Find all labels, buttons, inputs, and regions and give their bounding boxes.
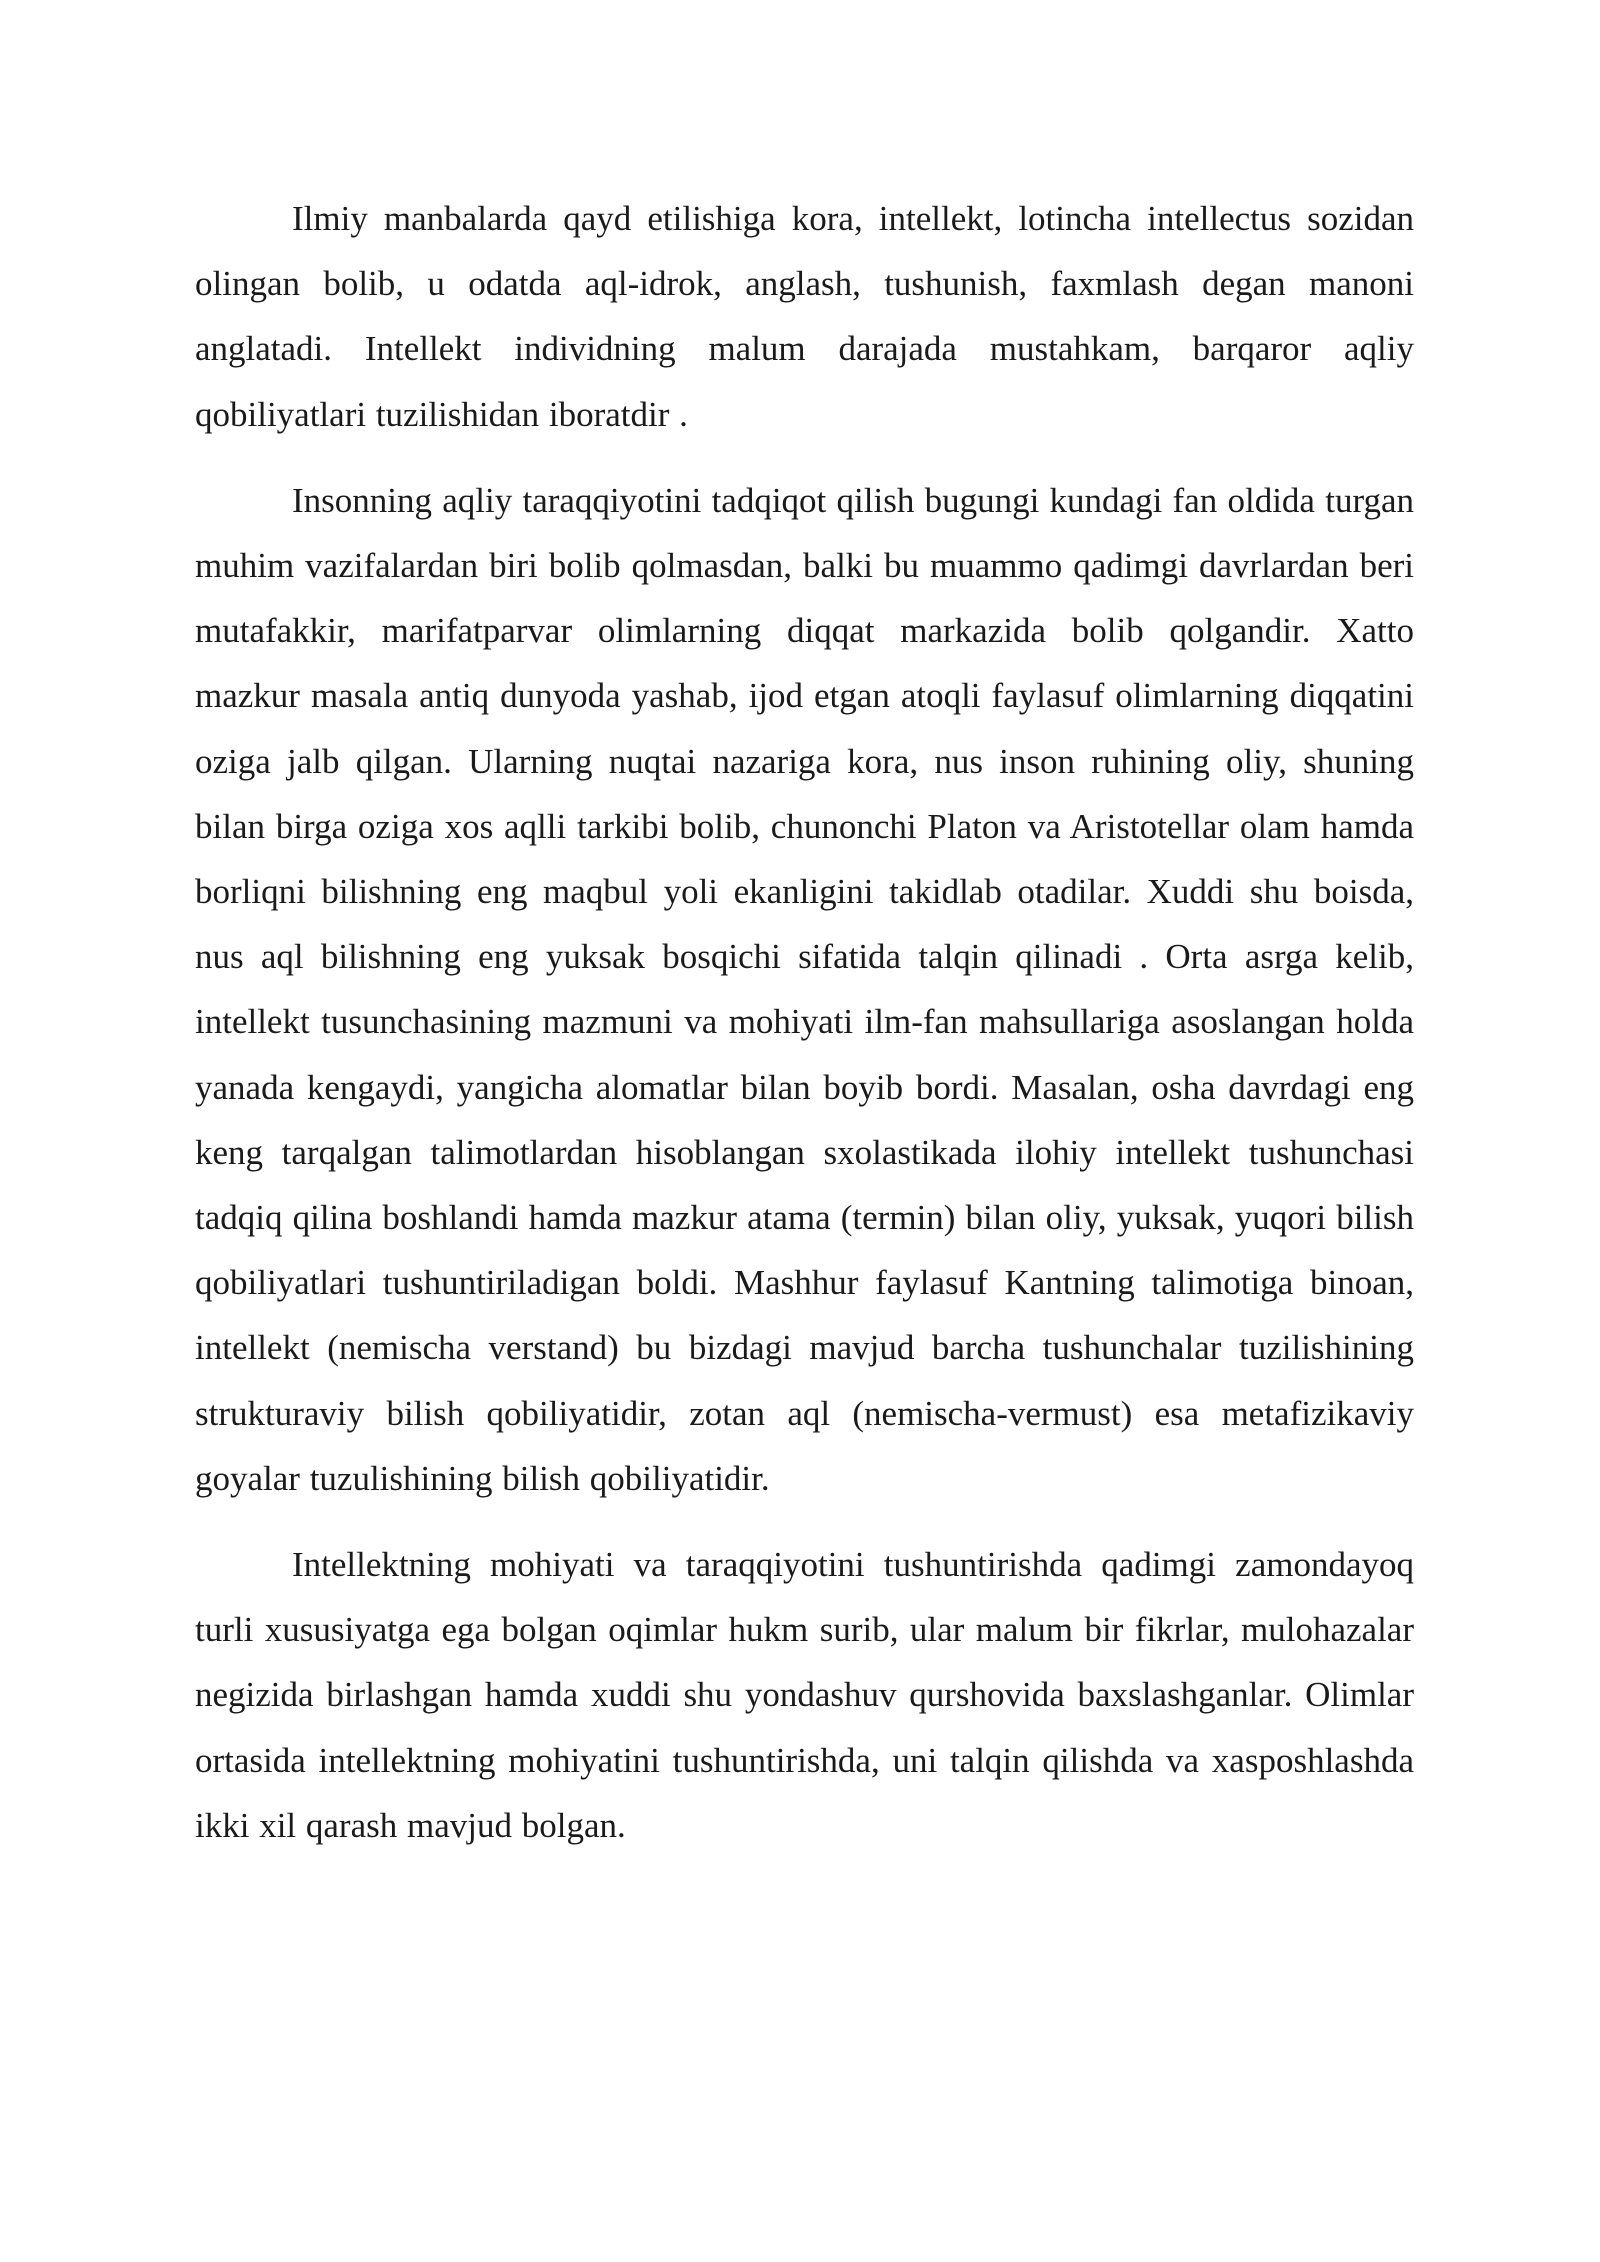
paragraph-1: Ilmiy manbalarda qayd etilishiga kora, intellekt, lotincha intellectus sozidan olingan bolib, u odatda aql-idrok, anglash, tushunish, faxmlash degan manoni anglatadi. Intellekt individning malum darajada mustahkam, barqaror aqliy qobiliyatlari tuzilishidan iboratdir .: [195, 199, 1414, 434]
document-page: [195, 186, 1414, 1879]
paragraph-2: Insonning aqliy taraqqiyotini tadqiqot qilish bugungi kundagi fan oldida turgan muhim vazifalardan biri bolib qolmasdan, balki bu muammo qadimgi davrlardan beri mutafakkir, marifatparvar olimlarning diqqat markazida bolib qolgandir. Xatto mazkur masala antiq dunyoda yashab, ijod etgan atoqli faylasuf olimlarning diqqatini oziga jalb qilgan. Ularning nuqtai nazariga kora, nus inson ruhining oliy, shuning bilan birga oziga xos aqlli tarkibi bolib, chunonchi Platon va Aristotellar olam hamda borliqni bilishning eng maqbul yoli ekanligini takidlab otadilar. Xuddi shu boisda, nus aql bilishning eng yuksak bosqichi sifatida talqin qilinadi . Orta asrga kelib, intellekt tusunchasining mazmuni va mohiyati ilm-fan mahsullariga asoslangan holda yanada kengaydi, yangicha alomatlar bilan boyib bordi. Masalan, osha davrdagi eng keng tarqalgan talimotlardan hisoblangan sxolastikada ilohiy intellekt tushunchasi tadqiq qilina boshlandi hamda mazkur atama (termin) bilan oliy, yuksak, yuqori bilish qobiliyatlari tushuntiriladigan boldi. Mashhur faylasuf Kantning talimotiga binoan, intellekt (nemischa verstand) bu bizdagi mavjud barcha tushunchalar tuzilishining strukturaviy bilish qobiliyatidir, zotan aql (nemischa-vermust) esa metafizikaviy goyalar tuzulishining bilish qobiliyatidir.: [195, 480, 1414, 1498]
paragraph-3: Intellektning mohiyati va taraqqiyotini tushuntirishda qadimgi zamondayoq turli xususiyatga ega bolgan oqimlar hukm surib, ular malum bir fikrlar, mulohazalar negizida birlashgan hamda xuddi shu yondashuv qurshovida baxslashganlar. Olimlar ortasida intellektning mohiyatini tushuntirishda, uni talqin qilishda va xasposhlashda ikki xil qarash mavjud bolgan.: [195, 1545, 1414, 1845]
